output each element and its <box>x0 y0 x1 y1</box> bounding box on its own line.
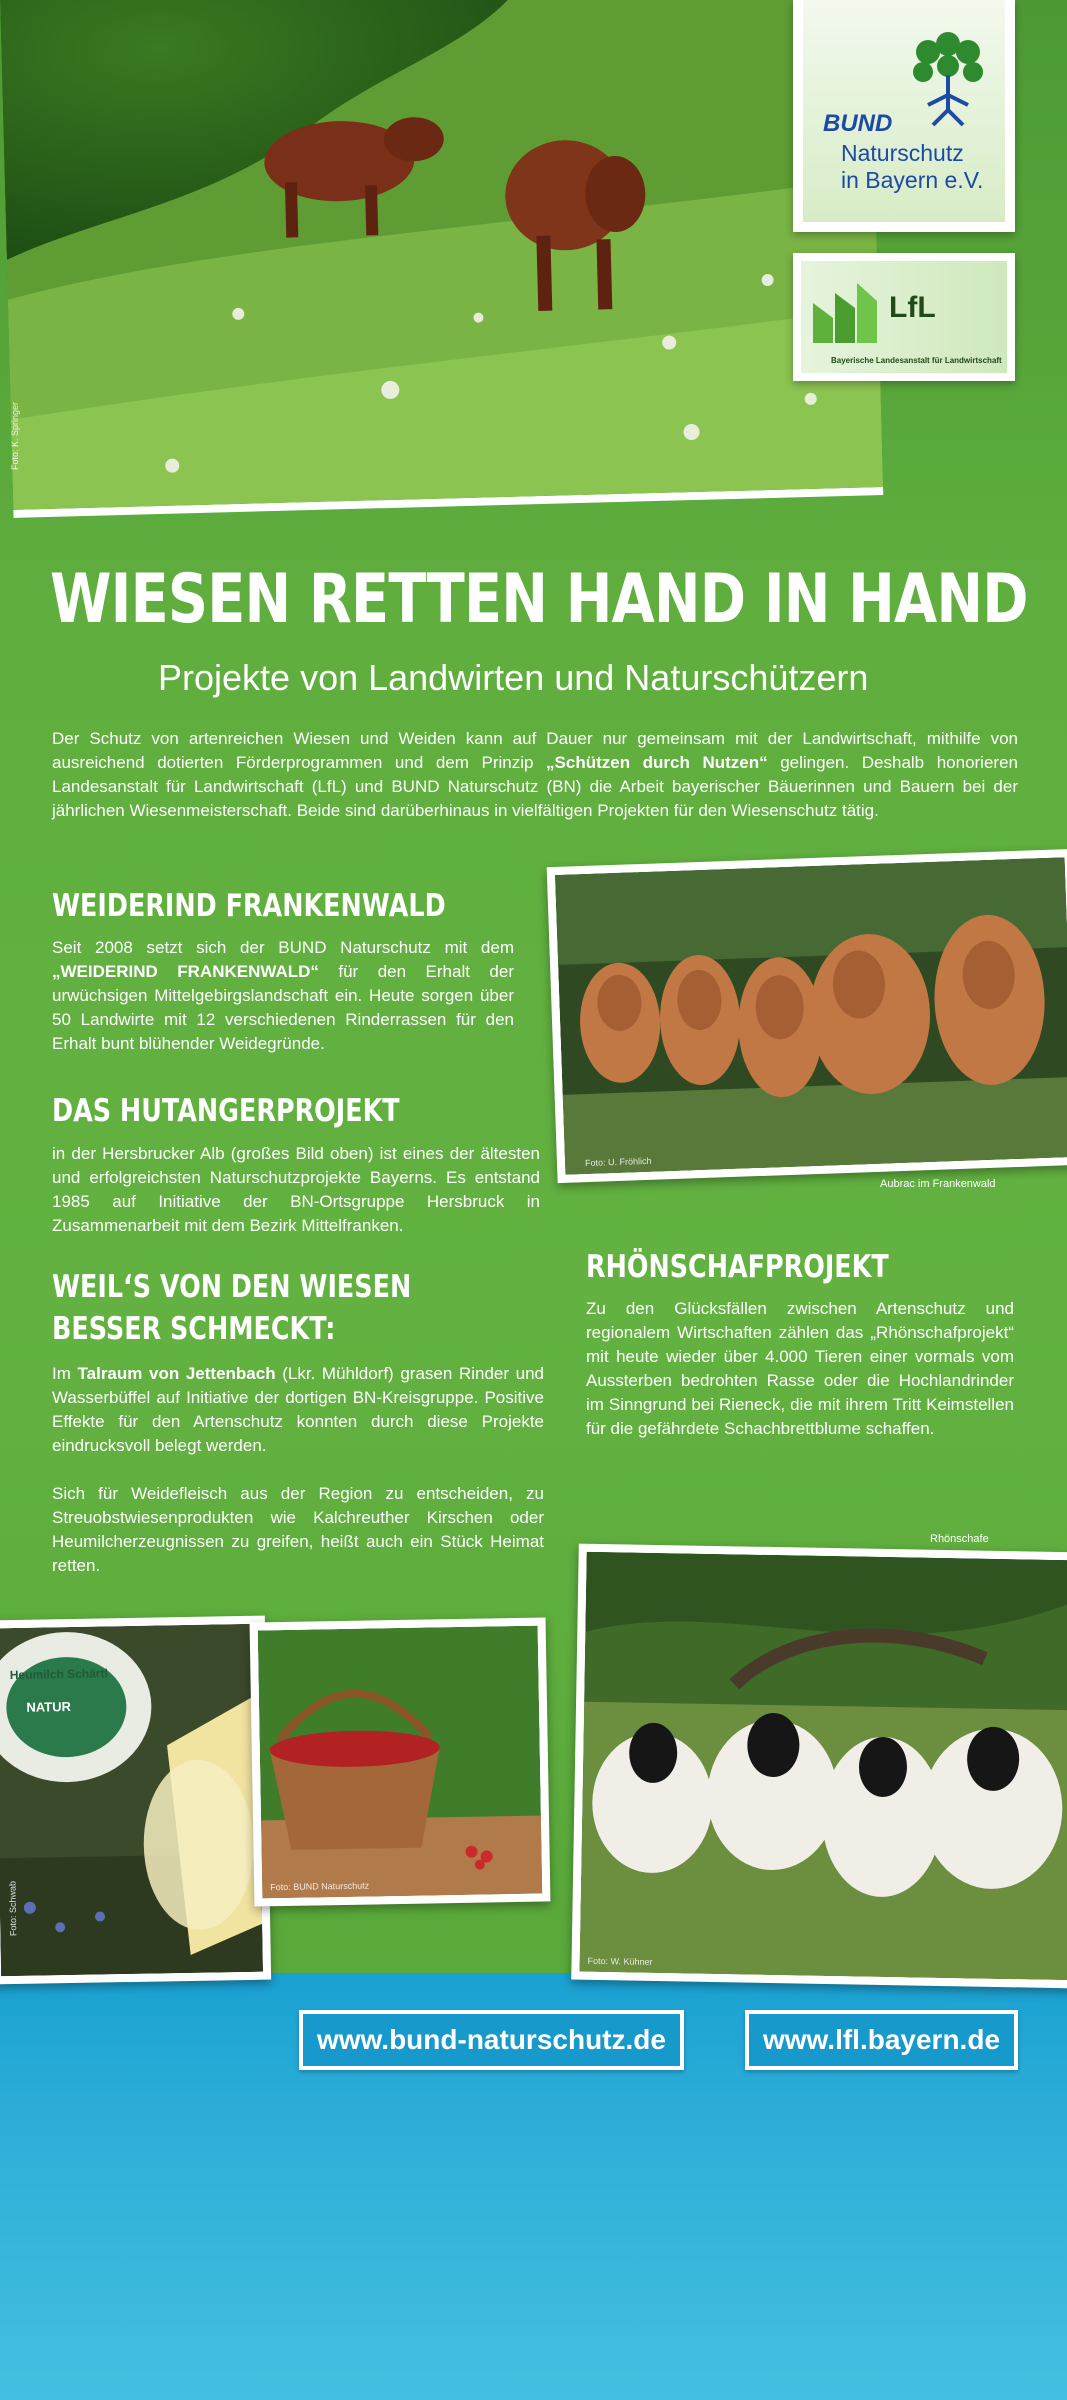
page-title: WIESEN RETTEN HAND IN HAND <box>50 560 1028 639</box>
bund-url-badge[interactable] <box>299 2010 684 2070</box>
rhoen-sheep-photo <box>571 1544 1067 1989</box>
intro-text-1: Der Schutz von artenreichen Wiesen und Weiden kann auf Dauer nur gemeinsam mit der Landwirtschaft, mithilfe von ausreichend dotierten Förderprogrammen und dem Prinzip <box>52 729 1018 772</box>
weiderind-bold: „WEIDERIND FRANKENWALD“ <box>52 962 319 981</box>
cherry-photo-credit: Foto: BUND Naturschutz <box>270 1880 370 1893</box>
rhoen-heading: RHÖNSCHAFPROJEKT <box>586 1249 889 1285</box>
rhoenschafe-caption: Rhönschafe <box>930 1533 989 1545</box>
bund-tree-icon <box>903 30 993 130</box>
wiesen-heading-line1: WEIL‘S VON DEN WIESEN <box>52 1269 412 1305</box>
cherry-basket-photo <box>250 1617 551 1906</box>
lfl-logo-subtitle: Bayerische Landesanstalt für Landwirtschaft <box>831 356 1002 365</box>
weiderind-heading: WEIDERIND FRANKENWALD <box>52 888 446 924</box>
wiesen-heading <box>52 1266 411 1350</box>
cheese-photo <box>0 1616 271 1985</box>
wiesen-p1-post: (Lkr. Mühldorf) grasen Rinder und Wasserbüffel auf Initiative der dortigen BN-Kreisgruppe. Positive Effekte für den Artenschutz konnten durch diese Projekte eindrucksvoll belegt werden. <box>52 1364 545 1455</box>
lfl-logo-card <box>793 253 1015 381</box>
intro-bold: „Schützen durch Nutzen“ <box>546 753 768 772</box>
lfl-url-badge[interactable] <box>745 2010 1018 2070</box>
wiesen-p1-bold: Talraum von Jettenbach <box>77 1364 276 1383</box>
hero-photo-credit: Foto: K. Springer <box>10 401 20 470</box>
cheese-photo-credit: Foto: Schwab <box>7 1880 19 1937</box>
lfl-leaf-icon <box>813 283 883 343</box>
sheep-illustration <box>579 1552 1067 1981</box>
page-subtitle: Projekte von Landwirten und Naturschützern <box>158 657 869 698</box>
sheep-photo-credit: Foto: W. Kühner <box>587 1955 653 1967</box>
wiesen-heading-line2: BESSER SCHMECKT: <box>52 1311 336 1347</box>
weiderind-text-2: für den Erhalt der urwüchsigen Mittelgebirgslandschaft ein. Heute sorgen über 50 Landwirte mit 12 verschiedenen Rinderrassen für den Erhalt bunt blühender Weidegründe. <box>52 962 514 1053</box>
wiesen-paragraph-2: Sich für Weidefleisch aus der Region zu entscheiden, zu Streuobstwiesenprodukten wie Kalchreuther Kirschen oder Heumilcherzeugnissen zu greifen, heißt auch ein Stück Heimat retten. <box>52 1484 544 1575</box>
weiderind-paragraph <box>52 936 514 1056</box>
aubrac-cattle-photo <box>547 849 1067 1183</box>
bund-logo-line1: Naturschutz <box>841 140 964 166</box>
aubrac-photo-credit: Foto: U. Fröhlich <box>584 1155 652 1169</box>
wiesen-paragraph-1 <box>52 1362 544 1458</box>
weiderind-text-1: Seit 2008 setzt sich der BUND Naturschutz mit dem <box>52 938 514 957</box>
hutanger-paragraph: in der Hersbrucker Alb (großes Bild oben) ist eines der ältesten und erfolgreichsten Naturschutzprojekte Bayerns. Es entstand 1985 auf Initiative der BN-Ortsgruppe Hersbruck in Zusammenarbeit mit dem Bezirk Mittelfranken. <box>52 1144 540 1235</box>
cherry-basket-illustration <box>258 1626 543 1899</box>
cows-meadow-illustration <box>0 0 883 510</box>
bund-logo-line2: in Bayern e.V. <box>841 167 984 193</box>
hutanger-heading: DAS HUTANGERPROJEKT <box>52 1093 400 1129</box>
aubrac-caption: Aubrac im Frankenwald <box>880 1178 996 1190</box>
lfl-url-link[interactable]: www.lfl.bayern.de <box>749 2014 1014 2066</box>
intro-text-2: gelingen. Deshalb honorieren Landesanstalt für Landwirtschaft (LfL) und BUND Naturschutz (BN) die Arbeit bayerischer Bäuerinnen und Bauern bei der jährlichen Wiesenmeisterschaft. Beide sind darüberhinaus in vielfältigen Projekten für den Wiesenschutz tätig. <box>52 753 1018 820</box>
bund-url-link[interactable]: www.bund-naturschutz.de <box>303 2014 680 2066</box>
aubrac-cattle-illustration <box>555 857 1067 1175</box>
cheese-label-1: Heumilch Schärtl <box>9 1666 108 1683</box>
wiesen-p1-pre: Im <box>52 1364 78 1383</box>
bund-logo-subtitle <box>841 140 983 194</box>
cheese-label-2: NATUR <box>26 1699 72 1715</box>
rhoen-paragraph: Zu den Glücksfällen zwischen Artenschutz und regionalem Wirtschaften zählen das „Rhönschafprojekt“ mit heute wieder über 4.000 Tieren einer vormals vom Aussterben bedrohten Rasse oder die Hochlandrinder im Sinngrund bei Rieneck, die mit ihrem Tritt Keimstellen für die gefährdete Schachbrettblume schaffen. <box>586 1299 1014 1438</box>
hero-photo-cows-meadow <box>0 0 883 518</box>
bund-logo-title: BUND <box>823 110 893 137</box>
lfl-logo-title: LfL <box>889 291 936 324</box>
bund-logo-card <box>793 0 1015 232</box>
intro-paragraph <box>52 727 1018 823</box>
